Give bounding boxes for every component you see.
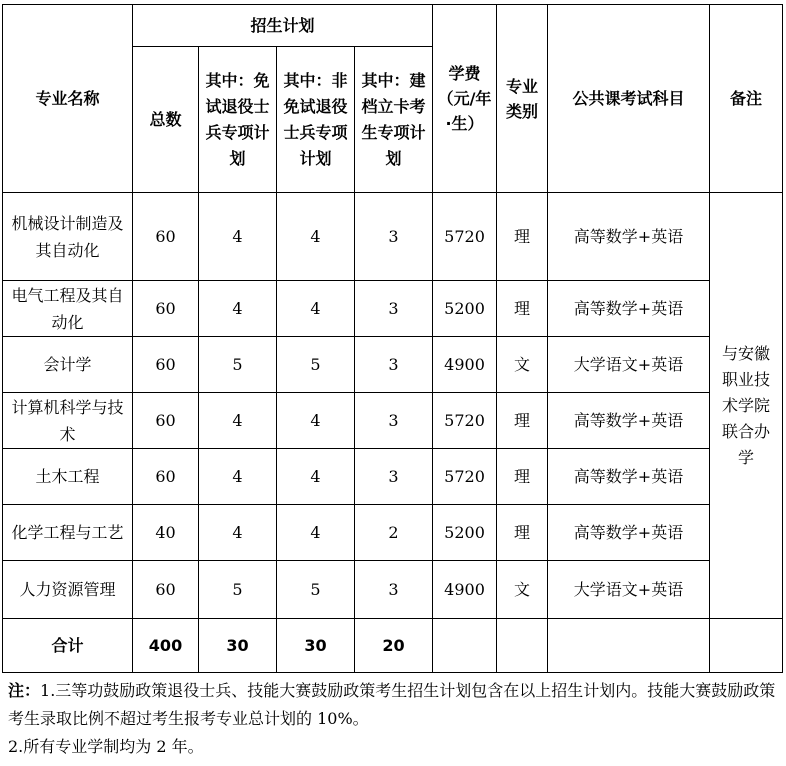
footnotes [8, 677, 778, 761]
totals-sub3: 20 [355, 619, 433, 673]
exam-cell: 高等数学+英语 [548, 393, 710, 449]
sub1-cell: 4 [199, 281, 277, 337]
exam-cell: 大学语文+英语 [548, 337, 710, 393]
major-name-cell: 人力资源管理 [3, 561, 133, 619]
exam-cell: 大学语文+英语 [548, 561, 710, 619]
header-sub1: 其中：免试退役士兵专项计划 [199, 47, 277, 193]
sub3-cell: 3 [355, 337, 433, 393]
enrollment-plan-table [2, 4, 783, 673]
total-cell: 60 [133, 449, 199, 505]
header-major-name: 专业名称 [3, 5, 133, 193]
header-category: 专业类别 [497, 5, 548, 193]
sub3-cell: 3 [355, 561, 433, 619]
totals-sub1: 30 [199, 619, 277, 673]
table-row [3, 193, 783, 281]
sub3-cell: 2 [355, 505, 433, 561]
totals-fee-empty [433, 619, 497, 673]
category-cell: 理 [497, 393, 548, 449]
sub2-cell: 5 [277, 337, 355, 393]
header-exam: 公共课考试科目 [548, 5, 710, 193]
sub1-cell: 4 [199, 393, 277, 449]
fee-cell: 5200 [433, 505, 497, 561]
fee-cell: 4900 [433, 337, 497, 393]
remark-cell: 与安徽职业技术学院联合办学 [710, 193, 783, 619]
category-cell: 文 [497, 561, 548, 619]
exam-cell: 高等数学+英语 [548, 449, 710, 505]
header-sub3: 其中：建档立卡考生专项计划 [355, 47, 433, 193]
exam-cell: 高等数学+英语 [548, 281, 710, 337]
totals-row [3, 619, 783, 673]
enrollment-table-container [2, 4, 782, 673]
sub3-cell: 3 [355, 281, 433, 337]
sub2-cell: 4 [277, 449, 355, 505]
total-cell: 60 [133, 281, 199, 337]
sub1-cell: 4 [199, 505, 277, 561]
footnote-label: 注： [8, 681, 41, 700]
footnote-2: 2.所有专业学制均为 2 年。 [8, 737, 204, 756]
header-total: 总数 [133, 47, 199, 193]
totals-label: 合计 [3, 619, 133, 673]
header-plan: 招生计划 [133, 5, 433, 47]
totals-exam-empty [548, 619, 710, 673]
total-cell: 60 [133, 561, 199, 619]
total-cell: 60 [133, 337, 199, 393]
header-row-1 [3, 5, 783, 47]
major-name-cell: 机械设计制造及其自动化 [3, 193, 133, 281]
sub2-cell: 5 [277, 561, 355, 619]
sub2-cell: 4 [277, 505, 355, 561]
sub2-cell: 4 [277, 281, 355, 337]
category-cell: 理 [497, 449, 548, 505]
table-row [3, 281, 783, 337]
major-name-cell: 电气工程及其自动化 [3, 281, 133, 337]
major-name-cell: 土木工程 [3, 449, 133, 505]
category-cell: 理 [497, 505, 548, 561]
sub3-cell: 3 [355, 193, 433, 281]
major-name-cell: 会计学 [3, 337, 133, 393]
fee-cell: 5720 [433, 449, 497, 505]
sub1-cell: 5 [199, 561, 277, 619]
sub2-cell: 4 [277, 393, 355, 449]
table-row [3, 561, 783, 619]
sub3-cell: 3 [355, 393, 433, 449]
sub3-cell: 3 [355, 449, 433, 505]
exam-cell: 高等数学+英语 [548, 505, 710, 561]
total-cell: 60 [133, 393, 199, 449]
exam-cell: 高等数学+英语 [548, 193, 710, 281]
fee-cell: 5200 [433, 281, 497, 337]
major-name-cell: 化学工程与工艺 [3, 505, 133, 561]
total-cell: 40 [133, 505, 199, 561]
footnote-1-text: 1.三等功鼓励政策退役士兵、技能大赛鼓励政策考生招生计划包含在以上招生计划内。技能大赛鼓励政策考生录取比例不超过考生报考专业总计划的 10%。 [8, 681, 776, 728]
category-cell: 理 [497, 193, 548, 281]
table-row [3, 505, 783, 561]
fee-cell: 4900 [433, 561, 497, 619]
sub1-cell: 5 [199, 337, 277, 393]
header-fee: 学费（元/年·生） [433, 5, 497, 193]
table-row [3, 393, 783, 449]
totals-remark-empty [710, 619, 783, 673]
category-cell: 文 [497, 337, 548, 393]
table-row [3, 337, 783, 393]
totals-category-empty [497, 619, 548, 673]
totals-total: 400 [133, 619, 199, 673]
fee-cell: 5720 [433, 193, 497, 281]
totals-sub2: 30 [277, 619, 355, 673]
footnote-1 [8, 677, 778, 733]
fee-cell: 5720 [433, 393, 497, 449]
sub1-cell: 4 [199, 193, 277, 281]
major-name-cell: 计算机科学与技术 [3, 393, 133, 449]
category-cell: 理 [497, 281, 548, 337]
table-row [3, 449, 783, 505]
sub2-cell: 4 [277, 193, 355, 281]
header-remark: 备注 [710, 5, 783, 193]
total-cell: 60 [133, 193, 199, 281]
sub1-cell: 4 [199, 449, 277, 505]
header-sub2: 其中：非免试退役士兵专项计划 [277, 47, 355, 193]
